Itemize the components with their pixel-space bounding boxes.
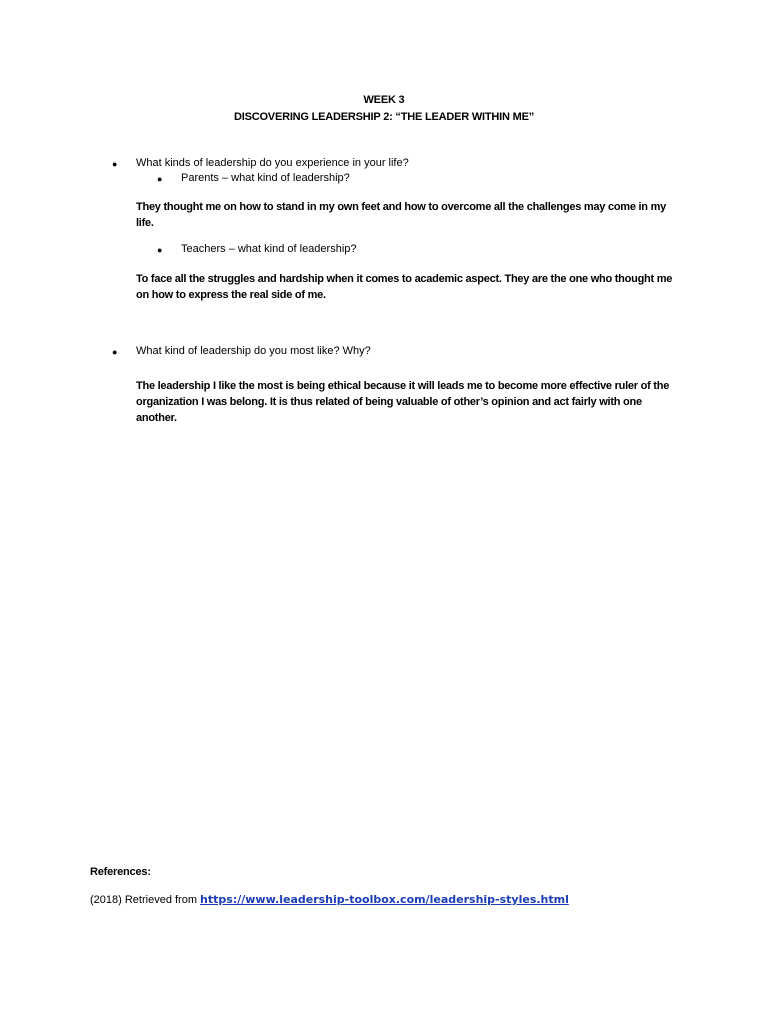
- question-2: What kind of leadership do you most like? Why?: [136, 345, 371, 357]
- answer-teachers: To face all the struggles and hardship when it comes to academic aspect. They are the one who thought me on how to express the real side of me.: [136, 273, 673, 301]
- bullet-icon: ●: [112, 347, 118, 357]
- references-heading: References:: [90, 866, 151, 878]
- page-title: DISCOVERING LEADERSHIP 2: “THE LEADER WITHIN ME”: [233, 111, 535, 123]
- sub-question-teachers: Teachers – what kind of leadership?: [181, 243, 357, 255]
- question-1: What kinds of leadership do you experience in your life?: [136, 157, 409, 169]
- reference-link[interactable]: https://www.leadership-toolbox.com/leadership-styles.html: [200, 893, 569, 906]
- bullet-icon: ●: [157, 245, 163, 255]
- sub-question-parents: Parents – what kind of leadership?: [181, 172, 350, 184]
- reference-prefix: (2018) Retrieved from: [90, 894, 201, 906]
- reference-entry: [90, 893, 569, 906]
- week-label: WEEK 3: [363, 94, 405, 106]
- answer-parents: They thought me on how to stand in my own feet and how to overcome all the challenges may come in my life.: [136, 201, 666, 229]
- bullet-icon: ●: [112, 159, 118, 169]
- bullet-icon: ●: [157, 174, 163, 184]
- answer-question-2: The leadership I like the most is being ethical because it will leads me to become more effective ruler of the organization I was belong. It is thus related of being valuable of other’s opinion and act fairly with one another.: [136, 380, 670, 424]
